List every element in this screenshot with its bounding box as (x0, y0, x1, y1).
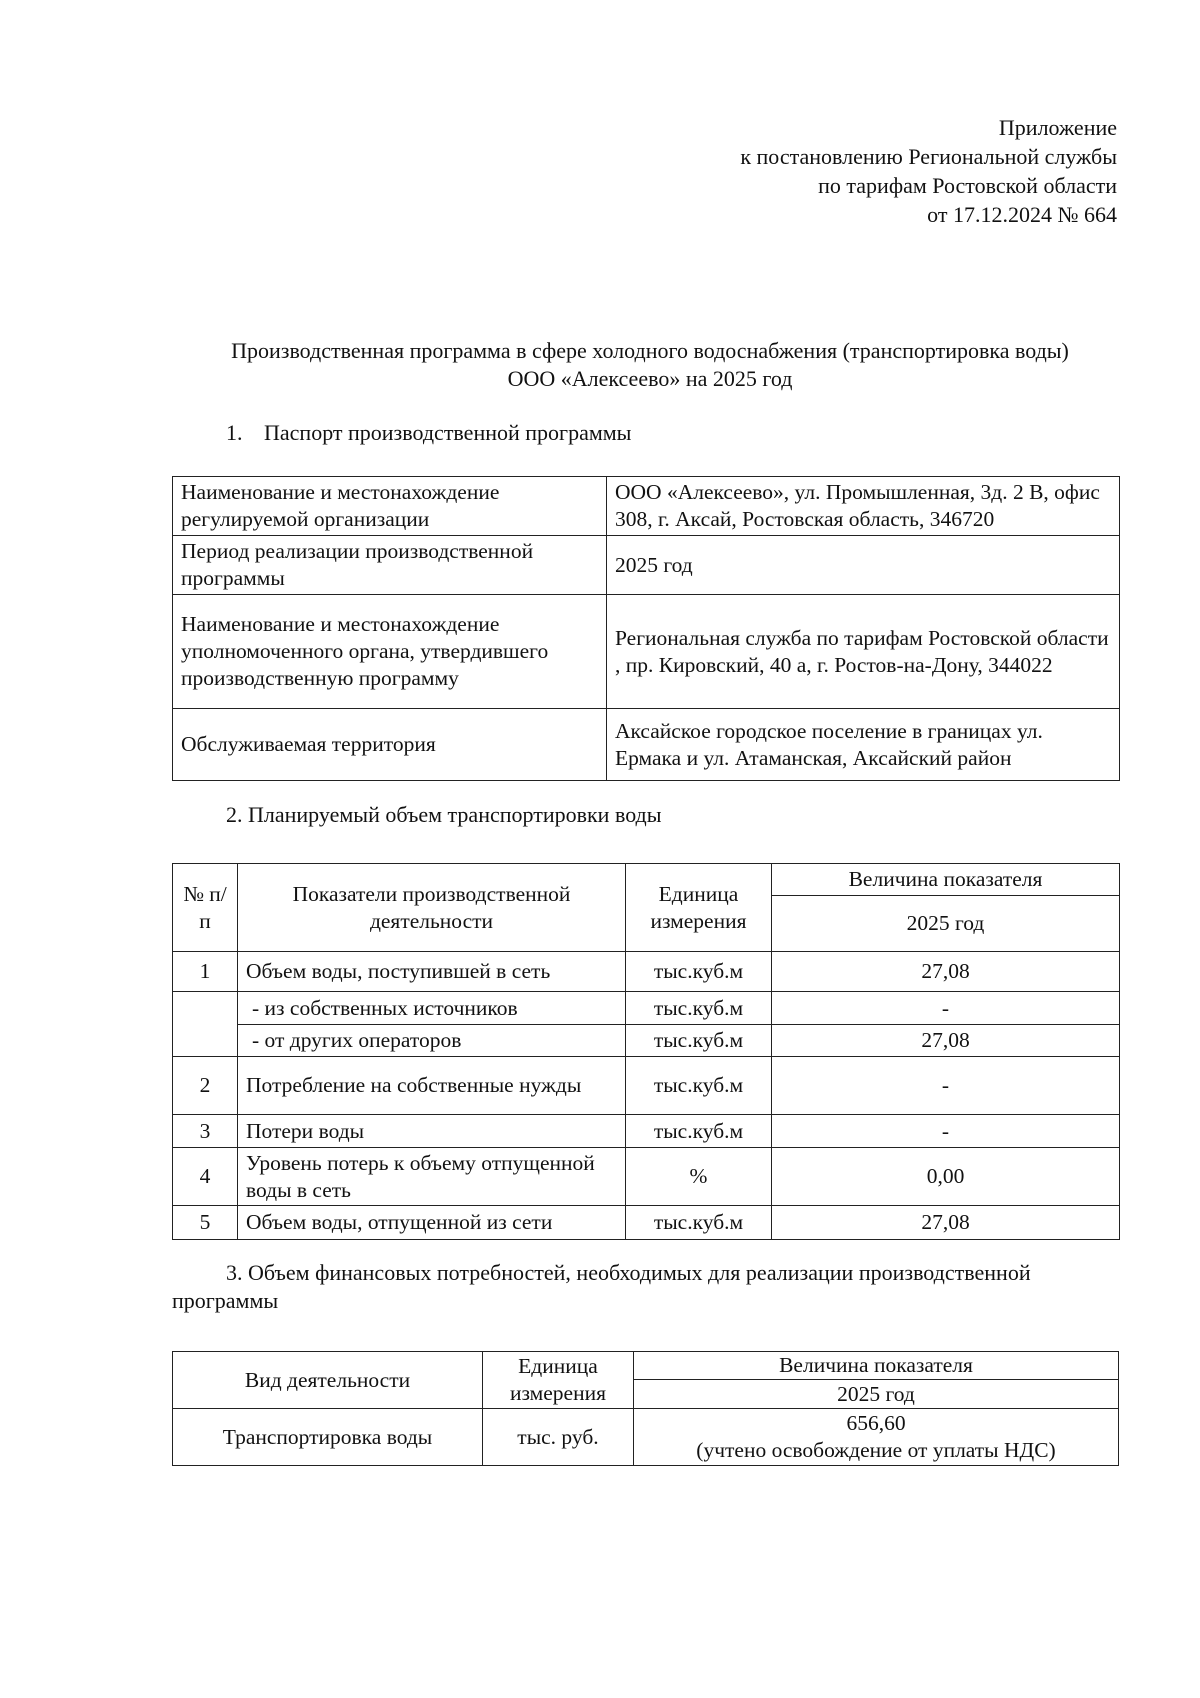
row-num: 2 (173, 1057, 238, 1115)
table-header-row (173, 1352, 1119, 1380)
row-value-cell (634, 1409, 1119, 1466)
header-unit: Единица измерения (483, 1352, 634, 1409)
row-value: 27,08 (772, 1206, 1120, 1240)
row-indicator: Объем воды, отпущенной из сети (238, 1206, 626, 1240)
row-unit: тыс.куб.м (626, 1115, 772, 1148)
table-row (173, 1206, 1120, 1240)
row-value: 656,60 (846, 1411, 906, 1435)
document-title-line-1: Производственная программа в сфере холодного водоснабжения (транспортировка воды) (231, 338, 1069, 363)
row-unit: тыс.куб.м (626, 1025, 772, 1057)
appendix-line-4: от 17.12.2024 № 664 (927, 202, 1117, 227)
row-value: - (772, 992, 1120, 1025)
appendix-line-3: по тарифам Ростовской области (818, 173, 1117, 198)
row-indicator: Объем воды, поступившей в сеть (238, 952, 626, 992)
header-year: 2025 год (772, 896, 1120, 952)
header-value-group: Величина показателя (634, 1352, 1119, 1380)
header-value-group: Величина показателя (772, 864, 1120, 896)
row-num: 3 (173, 1115, 238, 1148)
table-row (173, 952, 1120, 992)
row-value: 27,08 (772, 1025, 1120, 1057)
passport-table (172, 476, 1120, 781)
row-value: 27,08 (772, 952, 1120, 992)
section-1-heading (226, 419, 631, 447)
passport-label-period: Период реализации производственной программы (173, 536, 607, 595)
row-unit: тыс. руб. (483, 1409, 634, 1466)
row-indicator: Потребление на собственные нужды (238, 1057, 626, 1115)
table-row (173, 536, 1120, 595)
appendix-line-2: к постановлению Региональной службы (740, 144, 1117, 169)
finance-table (172, 1351, 1119, 1466)
passport-value-territory: Аксайское городское поселение в границах ул. Ермака и ул. Атаманская, Аксайский район (607, 709, 1120, 781)
row-activity: Транспортировка воды (173, 1409, 483, 1466)
volume-table (172, 863, 1120, 1240)
document-title (110, 337, 1190, 393)
row-unit: тыс.куб.м (626, 1206, 772, 1240)
header-activity: Вид деятельности (173, 1352, 483, 1409)
table-row (173, 1115, 1120, 1148)
section-1-title: Паспорт производственной программы (264, 420, 632, 445)
table-row (173, 1057, 1120, 1115)
appendix-header (740, 113, 1117, 229)
row-indicator: - из собственных источников (238, 992, 626, 1025)
row-num-empty (173, 992, 238, 1057)
section-3-heading: 3. Объем финансовых потребностей, необходимых для реализации производственной программы (172, 1260, 1031, 1313)
row-indicator: Уровень потерь к объему отпущенной воды в сеть (238, 1148, 626, 1206)
header-indicator: Показатели производственной деятельности (238, 864, 626, 952)
table-row (173, 1148, 1120, 1206)
section-1-number: 1. (226, 420, 243, 445)
table-row (173, 1025, 1120, 1057)
row-num: 5 (173, 1206, 238, 1240)
table-row (173, 992, 1120, 1025)
row-indicator: - от других операторов (238, 1025, 626, 1057)
row-num: 4 (173, 1148, 238, 1206)
passport-value-period: 2025 год (607, 536, 1120, 595)
header-num: № п/п (173, 864, 238, 952)
section-2-heading: 2. Планируемый объем транспортировки воды (226, 802, 662, 827)
row-num: 1 (173, 952, 238, 992)
row-unit: тыс.куб.м (626, 952, 772, 992)
table-row (173, 477, 1120, 536)
row-indicator: Потери воды (238, 1115, 626, 1148)
passport-value-organization: ООО «Алексеево», ул. Промышленная, 3д. 2 В, офис 308, г. Аксай, Ростовская область, 346720 (607, 477, 1120, 536)
table-row (173, 595, 1120, 709)
header-unit: Единица измерения (626, 864, 772, 952)
row-value: - (772, 1115, 1120, 1148)
row-unit: тыс.куб.м (626, 992, 772, 1025)
table-header-row (173, 864, 1120, 896)
passport-label-territory: Обслуживаемая территория (173, 709, 607, 781)
row-value: 0,00 (772, 1148, 1120, 1206)
passport-label-authority: Наименование и местонахождение уполномоченного органа, утвердившего производственную программу (173, 595, 607, 709)
table-row (173, 1409, 1119, 1466)
table-row (173, 709, 1120, 781)
appendix-line-1: Приложение (998, 115, 1117, 140)
passport-label-organization: Наименование и местонахождение регулируемой организации (173, 477, 607, 536)
header-year: 2025 год (634, 1380, 1119, 1409)
row-unit: тыс.куб.м (626, 1057, 772, 1115)
row-unit: % (626, 1148, 772, 1206)
row-value: - (772, 1057, 1120, 1115)
document-title-line-2: ООО «Алексеево» на 2025 год (507, 366, 793, 391)
passport-value-authority: Региональная служба по тарифам Ростовской области , пр. Кировский, 40 а, г. Ростов-на-Дону, 344022 (607, 595, 1120, 709)
row-value-note: (учтено освобождение от уплаты НДС) (696, 1438, 1056, 1462)
